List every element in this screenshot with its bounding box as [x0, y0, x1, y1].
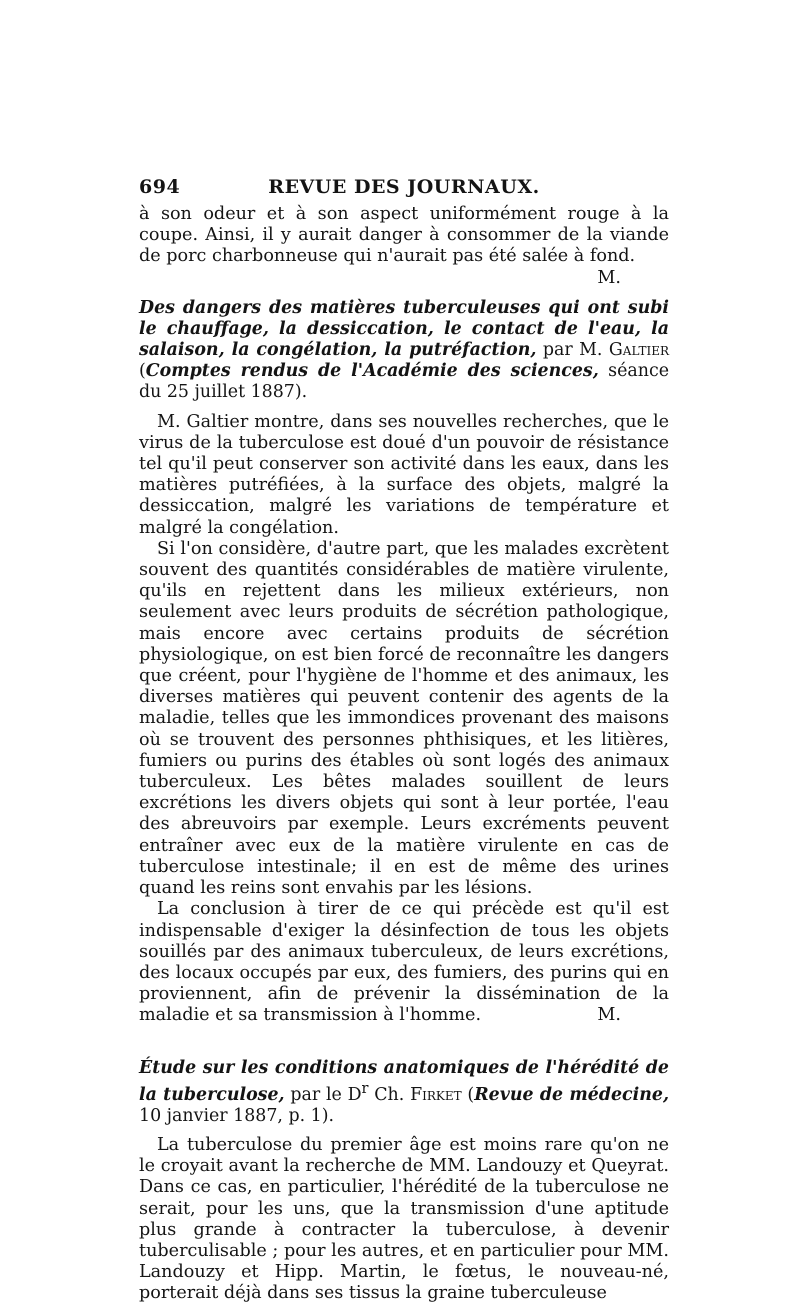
article-author: Firket: [410, 1084, 462, 1105]
body-paragraph: M. Galtier montre, dans ses nouvelles recherches, que le virus de la tuberculose est doué d'un pouvoir de résistance tel qu'il peut conserver son activité dans les eaux, dans les matières putréfiées, à la surface des objets, malgré la dessiccation, malgré les variations de température et malgré la congélation.: [139, 411, 669, 538]
author-signature: M.: [597, 267, 621, 288]
body-paragraph: [139, 899, 669, 1026]
article-source-open: (: [461, 1084, 475, 1105]
body-paragraph: Si l'on considère, d'autre part, que les malades excrètent souvent des quantités considérables de matière virulente, qu'ils en rejettent dans les milieux extérieurs, non seulement avec leurs produits de sécrétion pathologique, mais encore avec certains produits de sécrétion physiologique, on est bien forcé de reconnaître les dangers que créent, pour l'hygiène de l'homme et des animaux, les diverses matières qui peuvent contenir des agents de la maladie, telles que les immondices provenant des maisons où se trouvent des personnes phthisiques, et les litières, fumiers ou purins des étables où sont logés des animaux tuberculeux. Les bêtes malades souillent de leurs excrétions les divers objets qui sont à leur portée, l'eau des abreuvoirs par exemple. Leurs excréments peuvent entraîner avec eux de la matière virulente en cas de tuberculose intestinale; il en est de même des urines quand les reins sont envahis par les lésions.: [139, 538, 669, 899]
article-title-italic: Étude sur les conditions anatomiques de l'hérédité de la tuberculose,: [139, 1057, 669, 1105]
article-source-date: séance du 25 juillet 1887).: [139, 361, 669, 403]
running-head: REVUE DES JOURNAUX.: [268, 176, 540, 198]
text-body: [139, 204, 669, 1305]
page-header: [139, 176, 669, 202]
body-paragraph: La tuberculose du premier âge est moins rare qu'on ne le croyait avant la recherche de MM. Landouzy et Queyrat. Dans ce cas, en particulier, l'hérédité de la tuberculose ne serait, pour les uns, que la transmission d'une aptitude plus grande à contracter la tuberculose, à devenir tuberculisable ; pour les autres, et en particulier pour MM. Landouzy et Hipp. Martin, le fœtus, le nouveau-né, porterait déjà dans ses tissus la graine tuberculeuse: [139, 1134, 669, 1304]
article-author: Galtier: [608, 340, 669, 361]
article-title-italic: Des dangers des matières tuberculeuses qui ont subi le chauffage, la dessiccation, le contact de l'eau, la salaison, la congélation, la putréfaction,: [139, 297, 669, 361]
article-title: [139, 1058, 669, 1127]
article-by: par le D: [284, 1084, 362, 1105]
article-source-date: 10 janvier 1887, p. 1).: [139, 1105, 335, 1126]
continuation-paragraph: [139, 204, 669, 288]
article-by: par M.: [536, 340, 609, 361]
article-author-first: Ch.: [368, 1084, 411, 1105]
continuation-text: à son odeur et à son aspect uniformément rouge à la coupe. Ainsi, il y aurait danger à consommer de la viande de porc charbonneuse qui n'aurait pas été salée à fond.: [139, 204, 669, 267]
body-paragraph-text: La conclusion à tirer de ce qui précède est qu'il est indispensable d'exiger la désinfection de tous les objets souillés par des animaux tuberculeux, de leurs excrétions, des locaux occupés par eux, des fumiers, des purins qui en proviennent, afin de prévenir la dissémination de la maladie et sa transmission à l'homme.: [139, 899, 669, 1026]
article-source: Comptes rendus de l'Académie des sciences,: [145, 361, 599, 382]
page-number: 694: [139, 176, 181, 198]
article-source: Revue de médecine,: [474, 1084, 670, 1105]
article-title: [139, 298, 669, 404]
article-source-open: (: [139, 361, 146, 382]
article-by-superscript: r: [361, 1080, 369, 1097]
author-signature: M.: [597, 1005, 621, 1026]
